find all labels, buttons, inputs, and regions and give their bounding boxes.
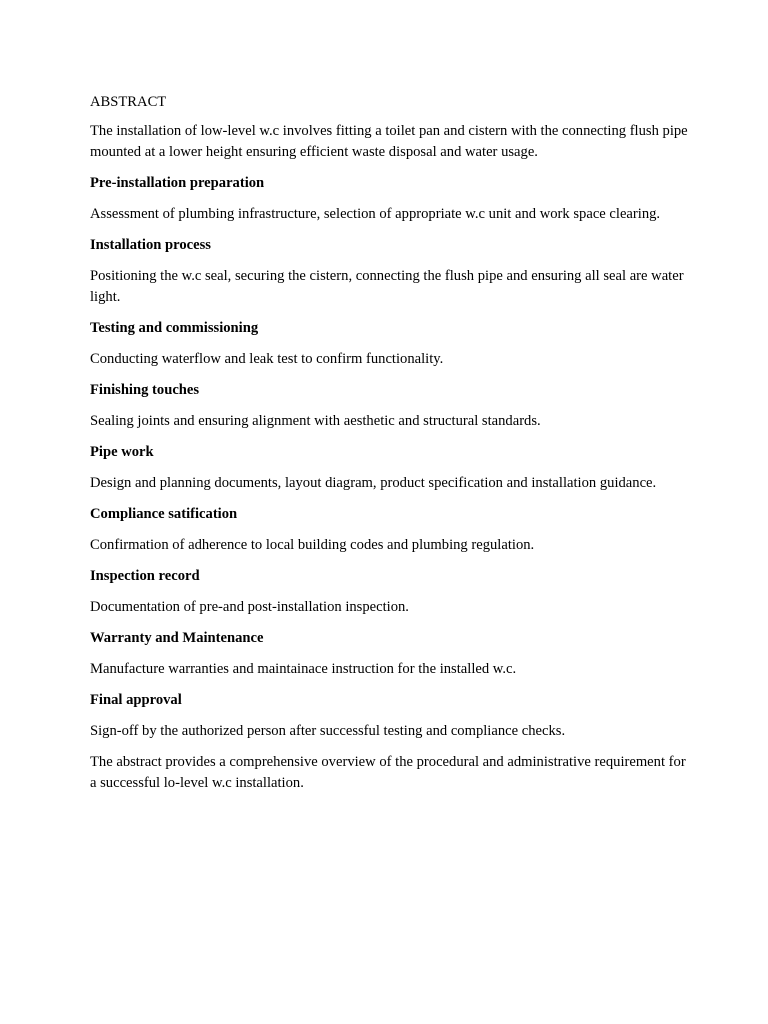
document-title: ABSTRACT bbox=[90, 94, 167, 110]
section-body: Conducting waterflow and leak test to confirm functionality. bbox=[90, 351, 444, 367]
section-heading: Pipe work bbox=[90, 444, 154, 460]
conclusion-paragraph: The abstract provides a comprehensive overview of the procedural and administrative requirement for a successful lo-level w.c installation. bbox=[90, 754, 686, 791]
section-body: Documentation of pre-and post-installation inspection. bbox=[90, 599, 409, 615]
section-body: Confirmation of adherence to local building codes and plumbing regulation. bbox=[90, 537, 535, 553]
section-heading: Installation process bbox=[90, 237, 211, 253]
section-body: Design and planning documents, layout diagram, product specification and installation guidance. bbox=[90, 475, 657, 491]
section-heading: Compliance satification bbox=[90, 506, 238, 522]
section-body: Sealing joints and ensuring alignment with aesthetic and structural standards. bbox=[90, 413, 541, 429]
section-heading: Testing and commissioning bbox=[90, 320, 259, 336]
section-heading: Inspection record bbox=[90, 568, 200, 584]
intro-paragraph: The installation of low-level w.c involves fitting a toilet pan and cistern with the connecting flush pipe mounted at a lower height ensuring efficient waste disposal and water usage. bbox=[90, 123, 688, 160]
section-heading: Finishing touches bbox=[90, 382, 200, 398]
document-page bbox=[90, 92, 690, 804]
section-body: Assessment of plumbing infrastructure, selection of appropriate w.c unit and work space clearing. bbox=[90, 206, 661, 222]
section-body: Manufacture warranties and maintainace instruction for the installed w.c. bbox=[90, 661, 517, 677]
section-body: Positioning the w.c seal, securing the cistern, connecting the flush pipe and ensuring all seal are water light. bbox=[90, 268, 684, 305]
section-heading: Pre-installation preparation bbox=[90, 175, 265, 191]
section-heading: Warranty and Maintenance bbox=[90, 630, 264, 646]
section-body: Sign-off by the authorized person after successful testing and compliance checks. bbox=[90, 723, 566, 739]
section-heading: Final approval bbox=[90, 692, 182, 708]
